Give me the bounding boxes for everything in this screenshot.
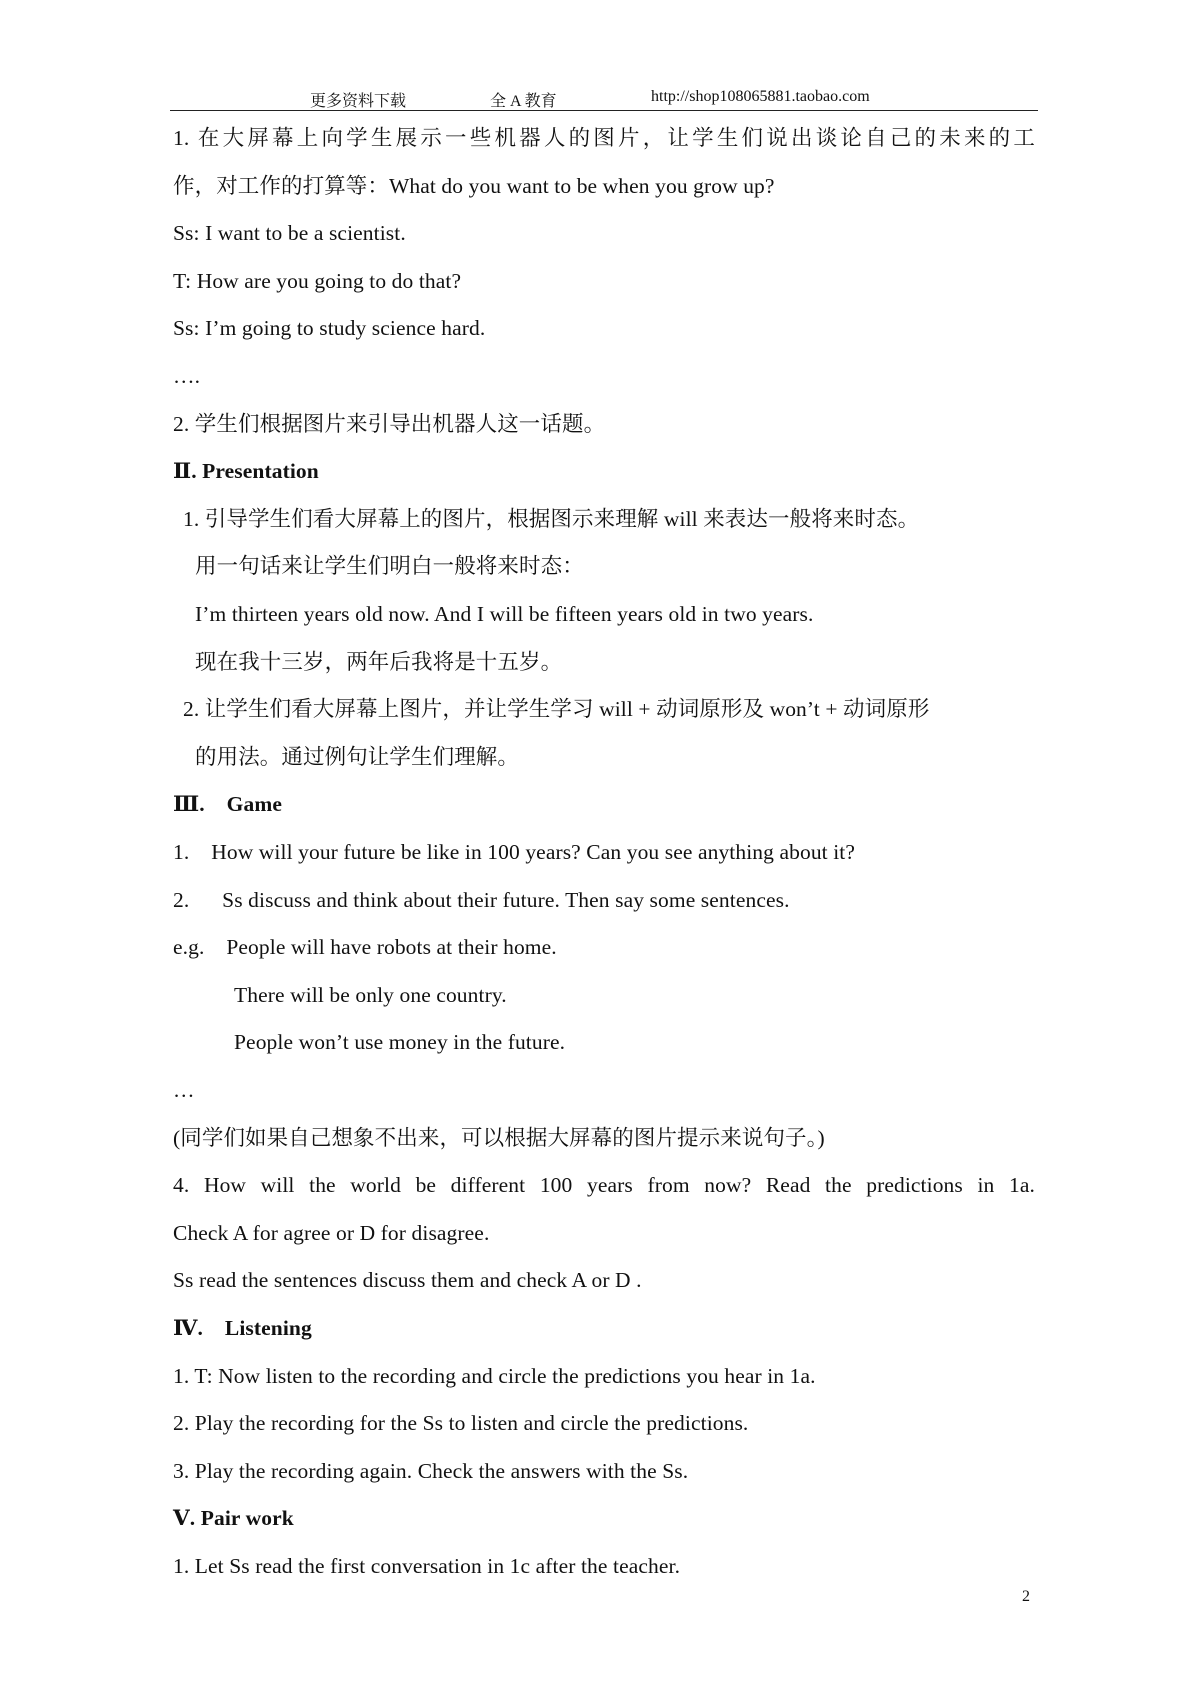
presentation-step-1-line-2: 用一句话来让学生们明白一般将来时态：	[195, 554, 584, 578]
pair-work-step-1: 1. Let Ss read the first conversation in 1c after the teacher.	[173, 1554, 681, 1578]
presentation-step-2-line-2: 的用法。通过例句让学生们理解。	[195, 745, 520, 769]
listening-step-1: 1. T: Now listen to the recording and circle the predictions you hear in 1a.	[173, 1364, 816, 1388]
game-step-4-line-2: Check A for agree or D for disagree.	[173, 1221, 490, 1245]
ellipsis-2: …	[173, 1078, 195, 1102]
example-3: People won’t use money in the future.	[234, 1030, 566, 1054]
listening-step-3: 3. Play the recording again. Check the answers with the Ss.	[173, 1459, 689, 1483]
example-2: There will be only one country.	[234, 983, 507, 1007]
presentation-step-2-line-1: 2. 让学生们看大屏幕上图片，并让学生学习 will + 动词原形及 won’t + 动词原形	[183, 697, 930, 721]
section-heading-listening: Ⅳ. Listening	[173, 1316, 312, 1340]
game-note: (同学们如果自己想象不出来，可以根据大屏幕的图片提示来说句子。)	[173, 1126, 825, 1150]
game-step-2: 2. Ss discuss and think about their future. Then say some sentences.	[173, 888, 790, 912]
page-number: 2	[1022, 1588, 1030, 1605]
header-brand-text: 全 A 教育	[490, 93, 557, 110]
listening-step-2: 2. Play the recording for the Ss to listen and circle the predictions.	[173, 1411, 749, 1435]
teacher-question: T: How are you going to do that?	[173, 269, 462, 293]
presentation-step-1-line-1: 1. 引导学生们看大屏幕上的图片，根据图示来理解 will 来表达一般将来时态。	[183, 507, 920, 531]
header-shop-url: http://shop108065881.taobao.com	[651, 88, 870, 105]
header-download-text: 更多资料下载	[310, 93, 407, 110]
student-answer-2: Ss: I’m going to study science hard.	[173, 316, 486, 340]
game-step-4-line-3: Ss read the sentences discuss them and check A or D .	[173, 1268, 642, 1292]
example-sentence-english: I’m thirteen years old now. And I will be fifteen years old in two years.	[195, 602, 814, 626]
example-sentence-chinese: 现在我十三岁，两年后我将是十五岁。	[195, 650, 563, 674]
section-heading-game: Ⅲ. Game	[173, 792, 282, 816]
page-header	[170, 80, 1038, 111]
game-step-1: 1. How will your future be like in 100 years? Can you see anything about it?	[173, 840, 856, 864]
student-answer-1: Ss: I want to be a scientist.	[173, 221, 406, 245]
section-heading-pair-work: Ⅴ. Pair work	[173, 1506, 294, 1530]
ellipsis-1: ….	[173, 364, 201, 388]
intro-step-1-line-2: 作，对工作的打算等：What do you want to be when you grow up?	[173, 174, 775, 198]
game-step-4-line-1: 4. How will the world be different 100 years from now? Read the predictions in 1a.	[173, 1173, 1035, 1197]
example-1: e.g. People will have robots at their home.	[173, 935, 557, 959]
intro-step-2: 2. 学生们根据图片来引导出机器人这一话题。	[173, 412, 606, 436]
section-heading-presentation: Ⅱ. Presentation	[173, 459, 319, 483]
intro-step-1-line-1: 1. 在大屏幕上向学生展示一些机器人的图片，让学生们说出谈论自己的未来的工	[173, 126, 1035, 150]
